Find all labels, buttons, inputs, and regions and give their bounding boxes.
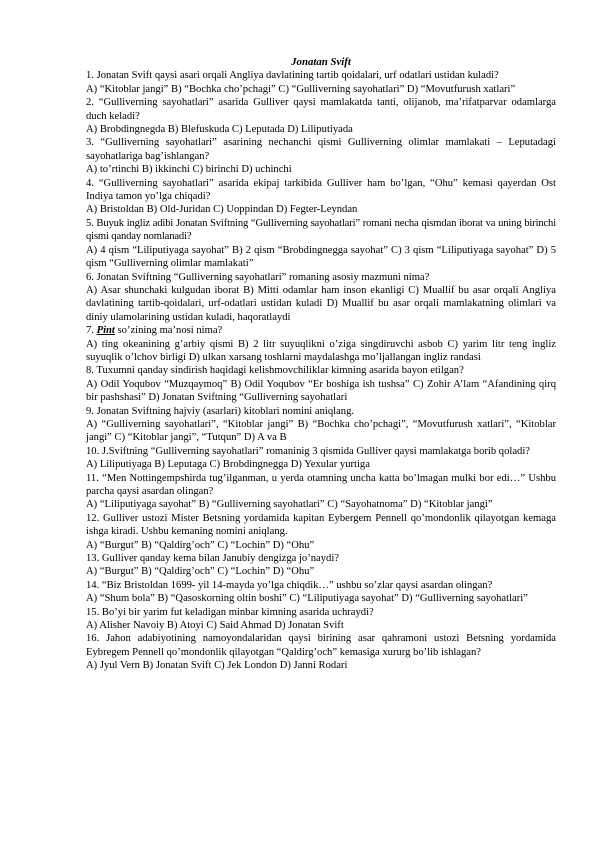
question-text: [86, 324, 556, 337]
question-10: [86, 445, 556, 472]
question-text: 12. Gulliver ustozi Mister Betsning yordamida kapitan Eybergem Pennell qo’mondonlik qilayotgan kemaga ishga kiradi. Ushbu kemaning nomini aniqlang.: [86, 512, 556, 538]
question-text: 1. Jonatan Svift qaysi asari orqali Angliya davlatining tartib qoidalari, urf odatlari ustidan kuladi?: [86, 70, 499, 82]
question-text: 2. “Gulliverning sayohatlari” asarida Gulliver qaysi mamlakatda tanti, olijanob, ma’rifatparvar odamlarga duch keladi?: [86, 97, 556, 122]
question-11: [86, 472, 556, 512]
question-3: [86, 136, 556, 176]
question-text: 6. Jonatan Sviftning “Gulliverning sayohatlari” romaning asosiy mazmuni nima?: [86, 271, 430, 283]
answer-options: A) “Liliputiyaga sayohat” B) “Gulliverning sayohatlari” C) “Sayohatnoma” D) “Kitoblar jangi”: [86, 499, 493, 511]
question-13: [86, 552, 556, 579]
question-12: [86, 512, 556, 552]
question-text: 9. Jonatan Sviftning hajviy (asarlari) kitoblari nomini aniqlang.: [86, 405, 355, 417]
answer-options: A) “Gulliverning sayohatlari”, “Kitoblar jangi” B) “Bochka cho’pchagi”, “Movutfurush xatlari”, “Kitoblar jangi” C) “Kitoblar jangi”, “Tutqun” D) A va B: [86, 418, 556, 444]
document-page: [86, 56, 556, 673]
question-text: 3. “Gulliverning sayohatlari” asarining nechanchi qismi Gulliverning olimlar mamlakati – Leputadagi sayohatlariga bag’ishlangan?: [86, 137, 556, 162]
question-9: [86, 405, 556, 445]
answer-options: A) to’rtinchi B) ikkinchi C) birinchi D) uchinchi: [86, 164, 292, 176]
answer-options: A) Liliputiyaga B) Leputaga C) Brobdingnegga D) Yexular yurtiga: [86, 459, 370, 471]
answer-options: A) Odil Yoqubov “Muzqaymoq” B) Odil Yoqubov “Er boshiga ish tushsa” C) Zohir A’lam “Afandining qirq bir pashshasi” D) Jonatan Sviftning “Gulliverning sayohatlari: [86, 378, 556, 404]
question-1: [86, 69, 556, 96]
question-text: 5. Buyuk ingliz adibi Jonatan Sviftning “Gulliverning sayohatlari” romani necha qismdan iborat va uning birinchi qismi qanday nomlanadi?: [86, 217, 556, 243]
question-text: 10. J.Sviftning “Gulliverning sayohatlari” romaninig 3 qismida Gulliver qaysi mamlakatga borib qoladi?: [86, 445, 530, 457]
question-6: [86, 271, 556, 325]
question-5: [86, 217, 556, 271]
answer-options: A) “Kitoblar jangi” B) “Bochka cho’pchagi” C) “Gulliverning sayohatlari” D) “Movutfurush xatlari”: [86, 83, 516, 95]
question-text: 14. “Biz Bristoldan 1699- yil 14-mayda yo’lga chiqdik…” ushbu so’zlar qaysi asardan olingan?: [86, 579, 493, 591]
answer-options: A) 4 qism “Liliputiyaga sayohat” B) 2 qism “Brobdingnegga sayohat” C) 3 qism “Liliputiyaga sayohat” D) 5 qism “Gulliverning olimlar mamlakati”: [86, 244, 556, 270]
answer-options: A) ting okeanining g’arbiy qismi B) 2 litr suyuqlikni o’ziga singdiruvchi asbob C) yarim litr teng ingliz suyuqlik o’lchov birligi D) ulkan xarsang toshlarni maydalashga mo’ljallangan ingliz randasi: [86, 338, 556, 363]
question-text: 16. Jahon adabiyotining namoyondalaridan qaysi birining asar qahramoni ustozi Betsning yordamida Eybregem Pennell qo’mondonlik qilayotgan “Qaldirg’och” kemasiga xururg bo’lib ishlagan?: [86, 633, 556, 658]
answer-options: A) Asar shunchaki kulgudan iborat B) Mitti odamlar ham inson ekanligi C) Muallif bu asar orqali Angliya davlatining tartib-qoidalari, urf-odatlari ustidan kuladi D) Muallif bu asar orqali mamlakatning olimlari va diniy ulamolarining ustidan kuladi, haqoratlaydi: [86, 284, 556, 323]
question-text: 15. Bo’yi bir yarim fut keladigan minbar kimning asarida uchraydi?: [86, 606, 374, 618]
question-text: 13. Gulliver qanday kema bilan Janubiy dengizga jo’naydi?: [86, 553, 339, 565]
question-2: [86, 96, 556, 136]
question-7: [86, 324, 556, 364]
answer-options: A) Jyul Vern B) Jonatan Svift C) Jek London D) Janni Rodari: [86, 660, 348, 672]
question-text: 11. “Men Nottingempshirda tug’ilganman, u yerda otamning uncha katta bo’lmagan mulki bor edi…” Ushbu parcha qaysi asardan olingan?: [86, 472, 556, 497]
answer-options: A) “Burgut” B) “Qaldirg’och” C) “Lochin” D) “Ohu”: [86, 539, 315, 551]
answer-options: A) Alisher Navoiy B) Atoyi C) Said Ahmad D) Jonatan Svift: [86, 620, 344, 632]
question-15: [86, 606, 556, 633]
answer-options: A) Brobdingnegda B) Blefuskuda C) Leputada D) Liliputiyada: [86, 124, 353, 136]
question-text: 8. Tuxumni qanday sindirish haqidagi kelishmovchiliklar kimning asarida bayon etilgan?: [86, 365, 464, 377]
highlighted-term: Pint: [96, 325, 115, 337]
answer-options: A) “Shum bola” B) “Qasoskorning oltin boshi” C) “Liliputiyaga sayohat” D) “Gulliverning sayohatlari”: [86, 593, 528, 605]
question-8: [86, 364, 556, 404]
question-16: [86, 632, 556, 672]
question-4: [86, 177, 556, 217]
answer-options: A) Bristoldan B) Old-Juridan C) Uoppindan D) Fegter-Leyndan: [86, 204, 358, 216]
question-text: 4. “Gulliverning sayohatlari” asarida ekipaj tarkibida Gulliver ham bo’lgan, “Ohu” kemasi qayerdan Ost Indiya tamon yo’lga chiqadi?: [86, 177, 556, 203]
question-rest: so’zining ma’nosi nima?: [114, 325, 223, 337]
document-title: Jonatan Svift: [291, 56, 351, 68]
answer-options: A) “Burgut” B) “Qaldirg’och” C) “Lochin” D) “Ohu”: [86, 566, 315, 578]
question-14: [86, 579, 556, 606]
question-number: 7.: [86, 325, 97, 337]
